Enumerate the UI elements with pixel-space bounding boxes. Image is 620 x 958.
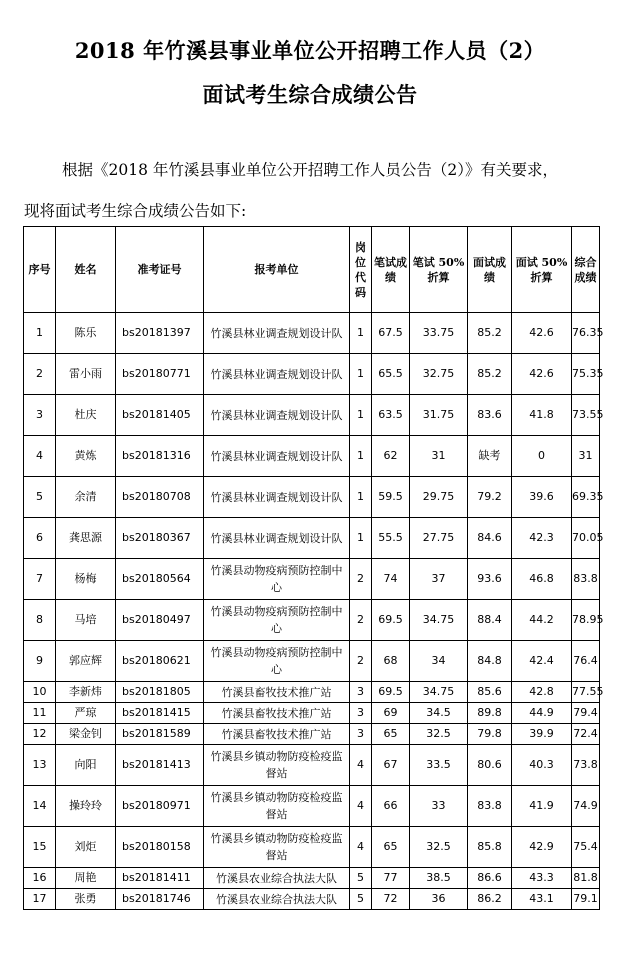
cell-written-score: 74	[372, 559, 410, 600]
cell-interview-50: 43.3	[512, 868, 572, 889]
cell-name: 陈乐	[56, 313, 116, 354]
cell-exam-id: bs20180771	[116, 354, 204, 395]
cell-total-score: 76.4	[572, 641, 600, 682]
cell-interview-50: 40.3	[512, 745, 572, 786]
cell-written-score: 62	[372, 436, 410, 477]
cell-post-code: 2	[350, 559, 372, 600]
cell-seq: 17	[24, 889, 56, 910]
cell-interview-50: 42.4	[512, 641, 572, 682]
cell-written-50: 27.75	[410, 518, 468, 559]
cell-unit: 竹溪县乡镇动物防疫检疫监督站	[204, 745, 350, 786]
cell-interview-score: 79.2	[468, 477, 512, 518]
cell-written-score: 66	[372, 786, 410, 827]
cell-name: 马培	[56, 600, 116, 641]
cell-total-score: 70.05	[572, 518, 600, 559]
table-row	[24, 889, 600, 910]
cell-unit: 竹溪县农业综合执法大队	[204, 889, 350, 910]
cell-exam-id: bs20181411	[116, 868, 204, 889]
cell-total-score: 81.8	[572, 868, 600, 889]
cell-name: 操玲玲	[56, 786, 116, 827]
cell-total-score: 74.9	[572, 786, 600, 827]
cell-written-score: 59.5	[372, 477, 410, 518]
cell-interview-score: 86.2	[468, 889, 512, 910]
cell-written-50: 34.5	[410, 703, 468, 724]
cell-written-score: 77	[372, 868, 410, 889]
cell-interview-50: 0	[512, 436, 572, 477]
cell-interview-50: 46.8	[512, 559, 572, 600]
cell-unit: 竹溪县乡镇动物防疫检疫监督站	[204, 786, 350, 827]
cell-written-50: 38.5	[410, 868, 468, 889]
cell-total-score: 83.8	[572, 559, 600, 600]
cell-post-code: 1	[350, 518, 372, 559]
document-title-line-1: 2018 年竹溪县事业单位公开招聘工作人员（2）	[74, 38, 546, 63]
cell-total-score: 79.4	[572, 703, 600, 724]
cell-exam-id: bs20180708	[116, 477, 204, 518]
table-row	[24, 745, 600, 786]
header-cell: 姓名	[56, 227, 116, 313]
cell-seq: 15	[24, 827, 56, 868]
cell-total-score: 75.4	[572, 827, 600, 868]
header-cell: 笔试成绩	[372, 227, 410, 313]
cell-post-code: 1	[350, 477, 372, 518]
cell-unit: 竹溪县林业调查规划设计队	[204, 518, 350, 559]
cell-written-score: 67	[372, 745, 410, 786]
cell-written-50: 34.75	[410, 682, 468, 703]
cell-written-score: 63.5	[372, 395, 410, 436]
cell-seq: 1	[24, 313, 56, 354]
cell-name: 张勇	[56, 889, 116, 910]
cell-seq: 2	[24, 354, 56, 395]
cell-exam-id: bs20181413	[116, 745, 204, 786]
cell-interview-score: 80.6	[468, 745, 512, 786]
intro-paragraph-line-2: 现将面试考生综合成绩公告如下:	[24, 202, 247, 220]
table-header-row	[24, 227, 600, 313]
cell-written-score: 68	[372, 641, 410, 682]
cell-written-50: 36	[410, 889, 468, 910]
intro-paragraph-line-1: 根据《2018 年竹溪县事业单位公开招聘工作人员公告（2）》有关要求，	[62, 161, 558, 179]
document-title-line-2: 面试考生综合成绩公告	[202, 82, 418, 107]
header-cell: 面试 50%折算	[512, 227, 572, 313]
cell-interview-score: 85.2	[468, 313, 512, 354]
cell-name: 梁金钊	[56, 724, 116, 745]
cell-interview-score: 85.8	[468, 827, 512, 868]
cell-exam-id: bs20180367	[116, 518, 204, 559]
cell-written-score: 69.5	[372, 682, 410, 703]
cell-unit: 竹溪县畜牧技术推广站	[204, 682, 350, 703]
cell-interview-score: 84.8	[468, 641, 512, 682]
cell-interview-score: 93.6	[468, 559, 512, 600]
table-row	[24, 724, 600, 745]
table-row	[24, 354, 600, 395]
table-row	[24, 786, 600, 827]
table-row	[24, 518, 600, 559]
cell-post-code: 3	[350, 682, 372, 703]
cell-post-code: 1	[350, 395, 372, 436]
cell-exam-id: bs20180564	[116, 559, 204, 600]
header-cell: 报考单位	[204, 227, 350, 313]
cell-interview-score: 79.8	[468, 724, 512, 745]
cell-written-50: 33.75	[410, 313, 468, 354]
cell-written-score: 55.5	[372, 518, 410, 559]
cell-written-score: 65	[372, 724, 410, 745]
cell-written-score: 72	[372, 889, 410, 910]
cell-post-code: 1	[350, 436, 372, 477]
cell-interview-50: 42.6	[512, 313, 572, 354]
cell-name: 黄炼	[56, 436, 116, 477]
table-row	[24, 395, 600, 436]
cell-unit: 竹溪县动物疫病预防控制中心	[204, 641, 350, 682]
cell-post-code: 3	[350, 703, 372, 724]
cell-exam-id: bs20181415	[116, 703, 204, 724]
cell-name: 向阳	[56, 745, 116, 786]
cell-interview-score: 缺考	[468, 436, 512, 477]
cell-exam-id: bs20181589	[116, 724, 204, 745]
cell-interview-score: 84.6	[468, 518, 512, 559]
cell-interview-score: 89.8	[468, 703, 512, 724]
cell-seq: 5	[24, 477, 56, 518]
table-row	[24, 477, 600, 518]
table-row	[24, 868, 600, 889]
cell-interview-score: 86.6	[468, 868, 512, 889]
cell-written-50: 32.5	[410, 827, 468, 868]
cell-unit: 竹溪县林业调查规划设计队	[204, 313, 350, 354]
cell-name: 雷小雨	[56, 354, 116, 395]
cell-written-score: 67.5	[372, 313, 410, 354]
cell-seq: 8	[24, 600, 56, 641]
cell-unit: 竹溪县林业调查规划设计队	[204, 395, 350, 436]
cell-written-50: 32.75	[410, 354, 468, 395]
cell-interview-score: 85.2	[468, 354, 512, 395]
cell-total-score: 79.1	[572, 889, 600, 910]
cell-written-score: 65.5	[372, 354, 410, 395]
cell-unit: 竹溪县动物疫病预防控制中心	[204, 559, 350, 600]
table-row	[24, 436, 600, 477]
table-row	[24, 682, 600, 703]
header-cell: 准考证号	[116, 227, 204, 313]
results-table	[23, 226, 604, 910]
cell-post-code: 5	[350, 889, 372, 910]
cell-interview-50: 41.9	[512, 786, 572, 827]
cell-interview-50: 41.8	[512, 395, 572, 436]
cell-seq: 16	[24, 868, 56, 889]
cell-interview-50: 42.6	[512, 354, 572, 395]
cell-unit: 竹溪县林业调查规划设计队	[204, 436, 350, 477]
cell-interview-50: 44.9	[512, 703, 572, 724]
cell-exam-id: bs20181316	[116, 436, 204, 477]
cell-post-code: 2	[350, 600, 372, 641]
cell-name: 龚思源	[56, 518, 116, 559]
cell-unit: 竹溪县畜牧技术推广站	[204, 724, 350, 745]
cell-interview-50: 43.1	[512, 889, 572, 910]
cell-post-code: 2	[350, 641, 372, 682]
cell-post-code: 5	[350, 868, 372, 889]
cell-total-score: 77.55	[572, 682, 600, 703]
cell-unit: 竹溪县林业调查规划设计队	[204, 354, 350, 395]
cell-seq: 7	[24, 559, 56, 600]
cell-post-code: 4	[350, 786, 372, 827]
cell-interview-50: 44.2	[512, 600, 572, 641]
cell-exam-id: bs20181397	[116, 313, 204, 354]
cell-exam-id: bs20180971	[116, 786, 204, 827]
cell-written-50: 29.75	[410, 477, 468, 518]
cell-unit: 竹溪县农业综合执法大队	[204, 868, 350, 889]
cell-written-50: 34	[410, 641, 468, 682]
cell-total-score: 73.8	[572, 745, 600, 786]
cell-interview-50: 42.3	[512, 518, 572, 559]
cell-unit: 竹溪县林业调查规划设计队	[204, 477, 350, 518]
header-cell: 岗位代码	[350, 227, 372, 313]
cell-written-50: 32.5	[410, 724, 468, 745]
cell-written-score: 69.5	[372, 600, 410, 641]
cell-written-score: 65	[372, 827, 410, 868]
cell-seq: 12	[24, 724, 56, 745]
cell-interview-50: 42.8	[512, 682, 572, 703]
header-cell: 面试成绩	[468, 227, 512, 313]
cell-seq: 14	[24, 786, 56, 827]
cell-name: 郭应辉	[56, 641, 116, 682]
table-row	[24, 703, 600, 724]
cell-name: 李新炜	[56, 682, 116, 703]
table-row	[24, 600, 600, 641]
header-cell: 笔试 50%折算	[410, 227, 468, 313]
table-row	[24, 313, 600, 354]
cell-total-score: 73.55	[572, 395, 600, 436]
cell-seq: 3	[24, 395, 56, 436]
cell-written-50: 31	[410, 436, 468, 477]
cell-name: 杨梅	[56, 559, 116, 600]
cell-exam-id: bs20180621	[116, 641, 204, 682]
cell-unit: 竹溪县动物疫病预防控制中心	[204, 600, 350, 641]
cell-written-50: 37	[410, 559, 468, 600]
cell-seq: 4	[24, 436, 56, 477]
cell-seq: 13	[24, 745, 56, 786]
cell-exam-id: bs20181746	[116, 889, 204, 910]
table-row	[24, 827, 600, 868]
cell-interview-50: 42.9	[512, 827, 572, 868]
cell-total-score: 76.35	[572, 313, 600, 354]
cell-seq: 9	[24, 641, 56, 682]
cell-interview-score: 85.6	[468, 682, 512, 703]
cell-interview-score: 83.6	[468, 395, 512, 436]
cell-unit: 竹溪县畜牧技术推广站	[204, 703, 350, 724]
cell-seq: 11	[24, 703, 56, 724]
cell-exam-id: bs20180158	[116, 827, 204, 868]
cell-exam-id: bs20180497	[116, 600, 204, 641]
cell-total-score: 75.35	[572, 354, 600, 395]
cell-written-50: 33	[410, 786, 468, 827]
cell-written-50: 34.75	[410, 600, 468, 641]
cell-interview-50: 39.6	[512, 477, 572, 518]
table-row	[24, 641, 600, 682]
cell-interview-50: 39.9	[512, 724, 572, 745]
cell-name: 周艳	[56, 868, 116, 889]
table-row	[24, 559, 600, 600]
header-cell: 序号	[24, 227, 56, 313]
cell-post-code: 3	[350, 724, 372, 745]
cell-name: 严琼	[56, 703, 116, 724]
cell-seq: 6	[24, 518, 56, 559]
cell-unit: 竹溪县乡镇动物防疫检疫监督站	[204, 827, 350, 868]
cell-post-code: 1	[350, 313, 372, 354]
cell-post-code: 4	[350, 827, 372, 868]
cell-name: 刘炬	[56, 827, 116, 868]
cell-name: 余清	[56, 477, 116, 518]
cell-total-score: 72.4	[572, 724, 600, 745]
cell-total-score: 78.95	[572, 600, 600, 641]
cell-total-score: 31	[572, 436, 600, 477]
cell-written-50: 33.5	[410, 745, 468, 786]
header-cell: 综合成绩	[572, 227, 600, 313]
cell-interview-score: 88.4	[468, 600, 512, 641]
cell-post-code: 4	[350, 745, 372, 786]
cell-post-code: 1	[350, 354, 372, 395]
cell-interview-score: 83.8	[468, 786, 512, 827]
cell-name: 杜庆	[56, 395, 116, 436]
cell-seq: 10	[24, 682, 56, 703]
cell-exam-id: bs20181805	[116, 682, 204, 703]
cell-exam-id: bs20181405	[116, 395, 204, 436]
cell-written-50: 31.75	[410, 395, 468, 436]
cell-written-score: 69	[372, 703, 410, 724]
cell-total-score: 69.35	[572, 477, 600, 518]
